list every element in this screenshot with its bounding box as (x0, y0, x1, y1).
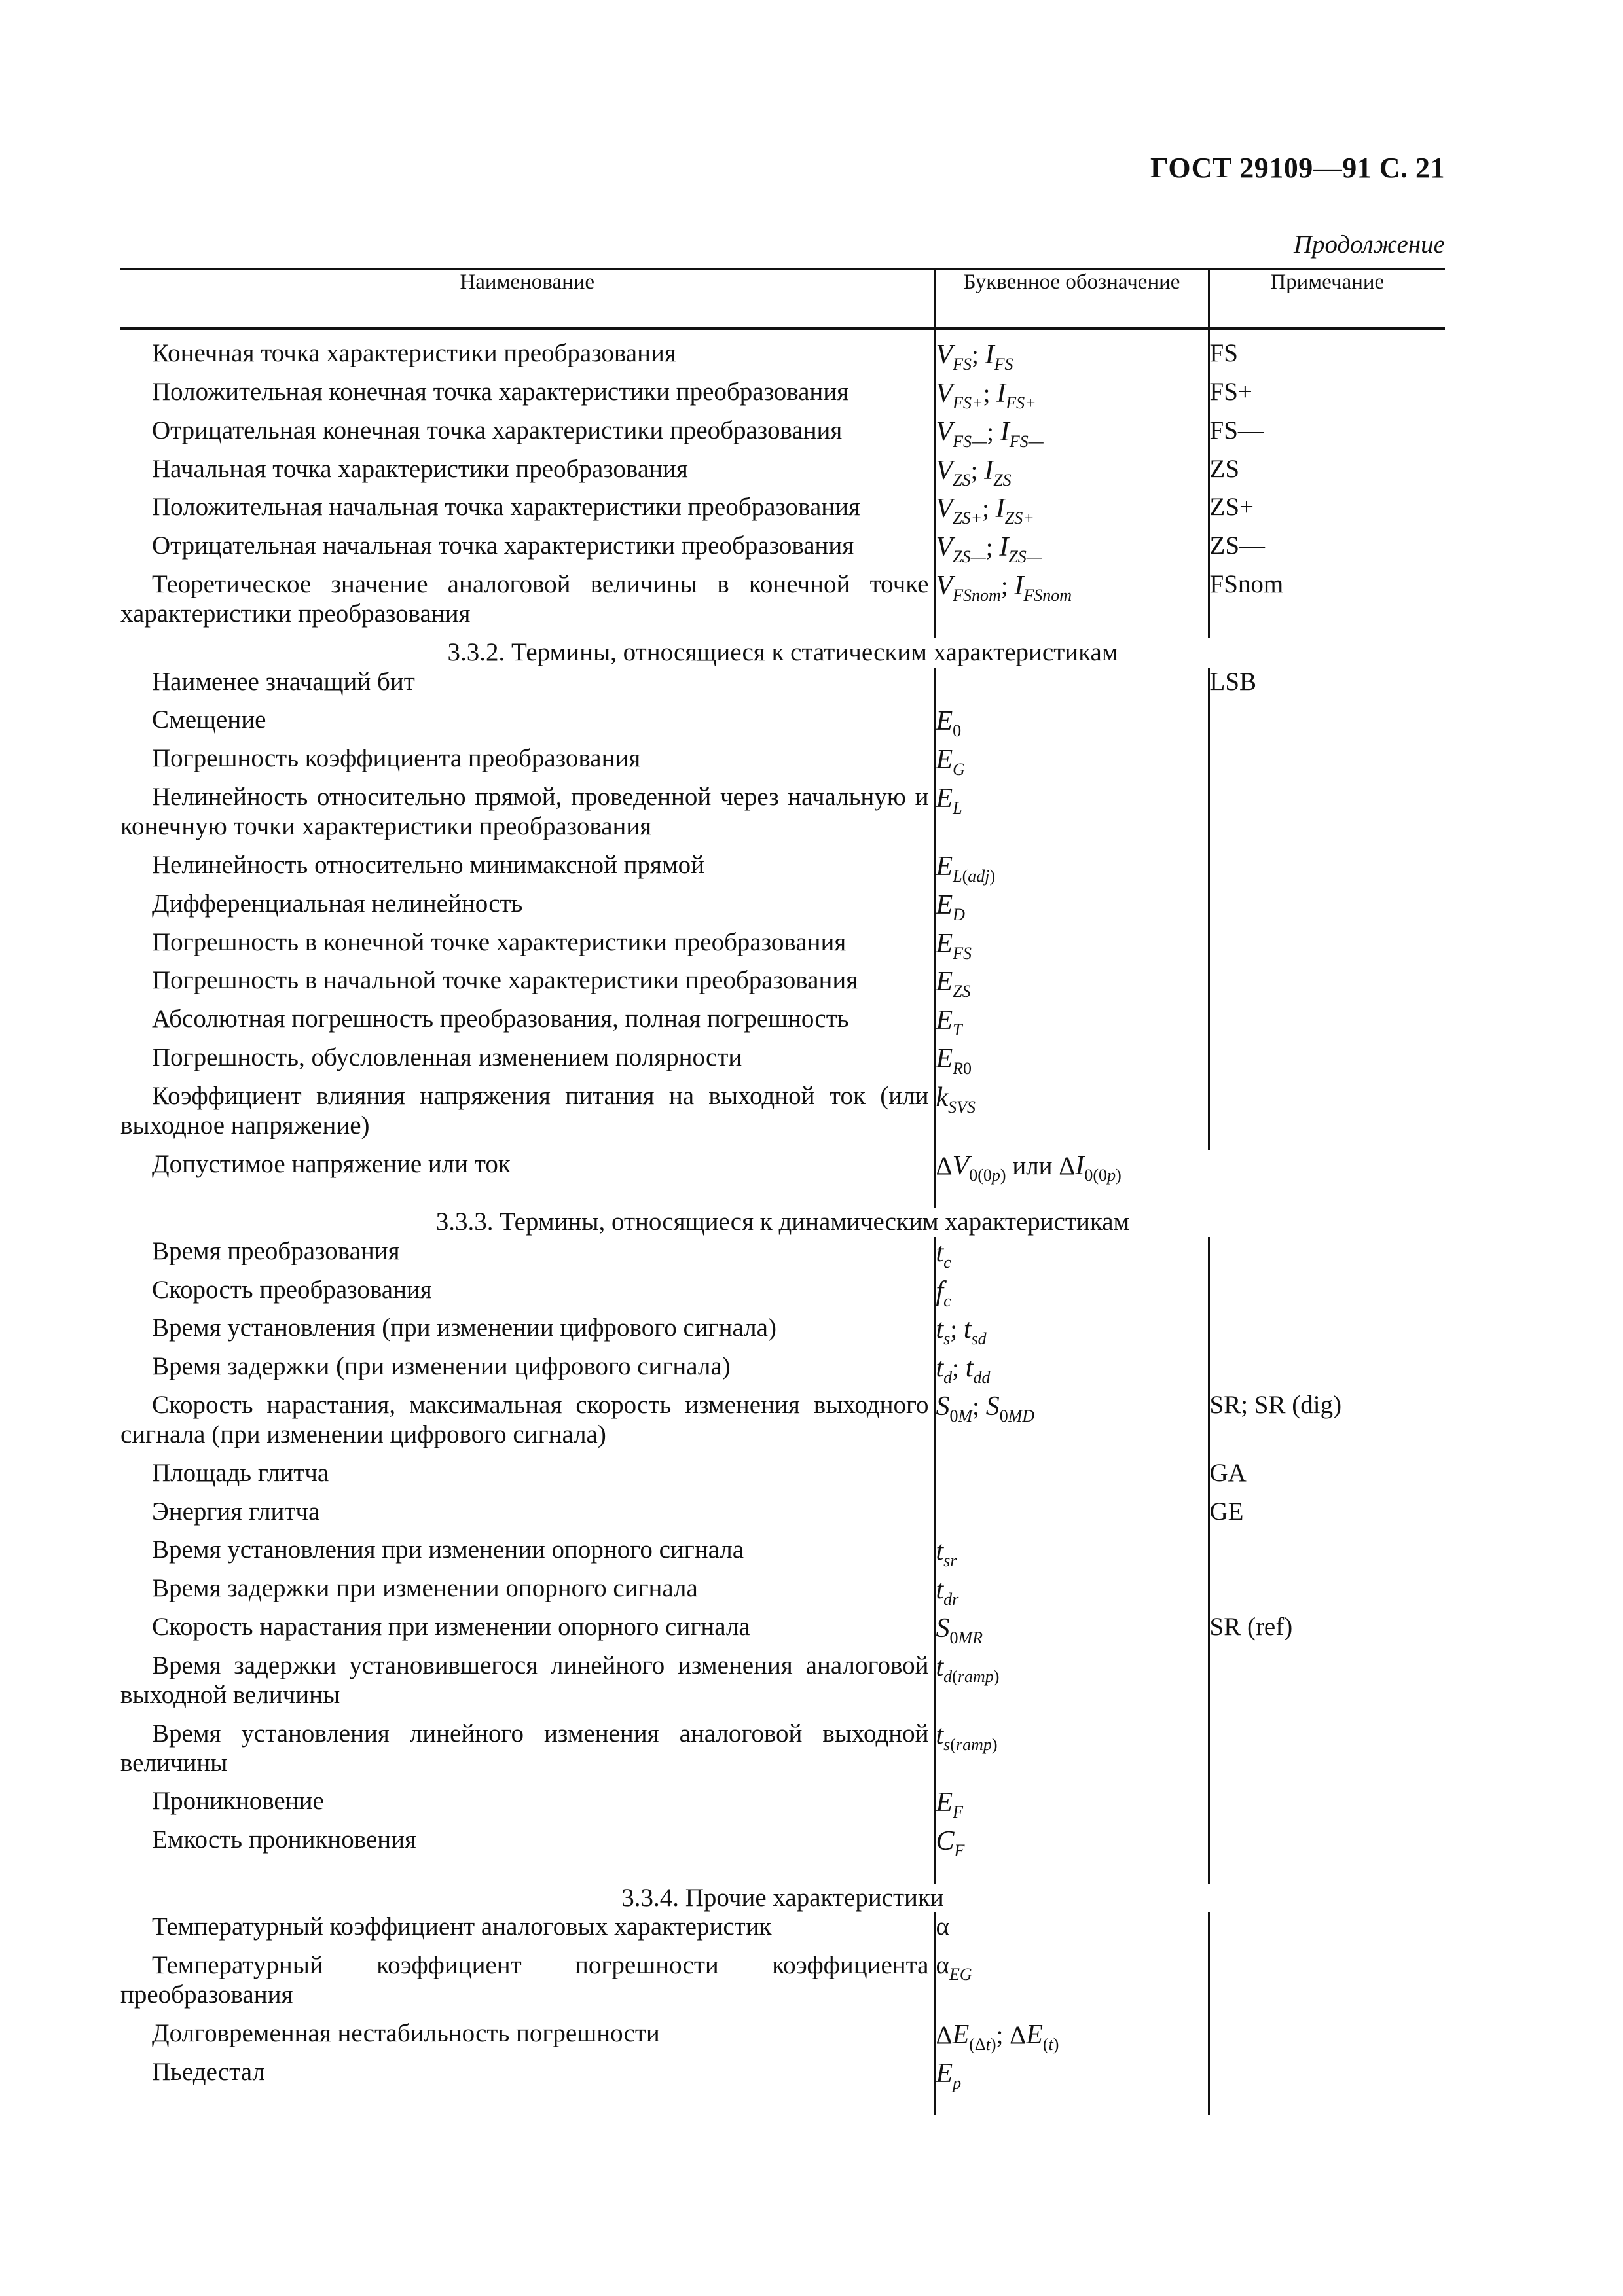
term-note: ZS+ (1209, 493, 1445, 531)
table-row (120, 1005, 1445, 1043)
table-row (120, 570, 1445, 638)
term-name (120, 1237, 935, 1276)
term-name (120, 928, 935, 967)
term-name-text: Погрешность коэффициента преобразования (152, 744, 641, 773)
term-symbol (935, 1498, 1209, 1536)
term-name (120, 1574, 935, 1613)
table-row (120, 1912, 1445, 1951)
table-row (120, 1314, 1445, 1352)
table-row (120, 1825, 1445, 1883)
term-symbol: $V_{ZS+}$; $I_{ZS+}$ (935, 493, 1209, 531)
term-name (120, 1535, 935, 1574)
terms-table (120, 268, 1445, 2115)
term-name (120, 1276, 935, 1314)
term-symbol: $V_{FS—}$; $I_{FS—}$ (935, 416, 1209, 455)
term-note (1209, 783, 1445, 851)
term-name-text: Время задержки установившегося линейного изменения аналоговой выходной величины (120, 1651, 929, 1709)
term-symbol: $E_G$ (935, 744, 1209, 783)
term-name-text: Время установления (при изменении цифрового сигнала) (152, 1314, 776, 1342)
table-row (120, 744, 1445, 783)
table-row (120, 1150, 1445, 1208)
term-symbol: $E_{ZS}$ (935, 966, 1209, 1005)
term-name-text: Конечная точка характеристики преобразования (152, 339, 676, 367)
term-symbol: $t_{s(ramp)}$ (935, 1719, 1209, 1787)
term-note (1209, 851, 1445, 889)
term-name (120, 1719, 935, 1787)
term-symbol: $E_D$ (935, 889, 1209, 928)
term-name-text: Время установления линейного изменения аналоговой выходной величины (120, 1719, 929, 1777)
term-note (1209, 1574, 1445, 1613)
term-symbol: $S_{0MR}$ (935, 1613, 1209, 1651)
term-note: GA (1209, 1459, 1445, 1498)
term-symbol: $f_c$ (935, 1276, 1209, 1314)
table-row (120, 1043, 1445, 1082)
term-note (1209, 1951, 1445, 2019)
term-name-text: Погрешность в начальной точке характеристики преобразования (152, 966, 858, 995)
term-symbol: $V_{FSnom}$; $I_{FSnom}$ (935, 570, 1209, 638)
term-name-text: Пьедестал (152, 2057, 265, 2086)
term-name (120, 1651, 935, 1719)
term-name-text: Температурный коэффициент аналоговых характеристик (152, 1912, 772, 1941)
term-name-text: Проникновение (152, 1787, 324, 1816)
term-note: FS+ (1209, 378, 1445, 416)
term-note (1209, 1314, 1445, 1352)
table-row (120, 1951, 1445, 2019)
term-name (120, 329, 935, 378)
term-symbol: $V_{ZS—}$; $I_{ZS—}$ (935, 531, 1209, 570)
term-name-text: Погрешность в конечной точке характеристики преобразования (152, 927, 847, 956)
term-name-text: Нелинейность относительно минимаксной прямой (152, 850, 705, 879)
table-row (120, 1276, 1445, 1314)
table-row (120, 1535, 1445, 1574)
term-note (1209, 1043, 1445, 1082)
term-name (120, 1352, 935, 1391)
term-name (120, 1150, 935, 1208)
table-row (120, 1352, 1445, 1391)
term-symbol: $E_{R0}$ (935, 1043, 1209, 1082)
term-note: SR (ref) (1209, 1613, 1445, 1651)
section-heading-row (120, 638, 1445, 668)
table-row (120, 1574, 1445, 1613)
term-symbol: $t_{d(ramp)}$ (935, 1651, 1209, 1719)
table-row (120, 1459, 1445, 1498)
term-symbol: $V_{FS}$; $I_{FS}$ (935, 329, 1209, 378)
table-row (120, 1613, 1445, 1651)
table-row (120, 455, 1445, 493)
table-row (120, 928, 1445, 967)
table-row (120, 1082, 1445, 1150)
term-name-text: Скорость нарастания при изменении опорного сигнала (152, 1613, 750, 1641)
table-row (120, 668, 1445, 706)
term-name (120, 1082, 935, 1150)
continuation-label: Продолжение (1293, 230, 1445, 259)
term-name (120, 2019, 935, 2058)
term-name (120, 493, 935, 531)
term-name (120, 1314, 935, 1352)
term-name-text: Абсолютная погрешность преобразования, полная погрешность (152, 1005, 849, 1033)
term-note: LSB (1209, 668, 1445, 706)
table-row (120, 416, 1445, 455)
term-note: ZS— (1209, 531, 1445, 570)
term-symbol: $k_{SVS}$ (935, 1082, 1209, 1150)
term-note: FSnom (1209, 570, 1445, 638)
term-symbol: α (935, 1912, 1209, 1951)
term-note (1209, 2058, 1445, 2115)
table-row (120, 1498, 1445, 1536)
table-row (120, 2019, 1445, 2058)
term-name-text: Наименее значащий бит (152, 667, 415, 696)
term-name-text: Начальная точка характеристики преобразования (152, 454, 688, 483)
term-symbol: $t_{sr}$ (935, 1535, 1209, 1574)
term-name (120, 1043, 935, 1082)
term-note: FS (1209, 329, 1445, 378)
term-name-text: Отрицательная конечная точка характеристики преобразования (152, 416, 843, 444)
term-note (1209, 1651, 1445, 1719)
term-symbol: $\Delta E_{(\Delta t)}$; $\Delta E_{(t)}$ (935, 2019, 1209, 2058)
term-note (1209, 1276, 1445, 1314)
term-symbol: $t_c$ (935, 1237, 1209, 1276)
term-symbol: $V_{ZS}$; $I_{ZS}$ (935, 455, 1209, 493)
table-row (120, 378, 1445, 416)
term-symbol: $C_F$ (935, 1825, 1209, 1883)
term-name (120, 1912, 935, 1951)
table-row (120, 329, 1445, 378)
term-symbol: $E_{L(adj)}$ (935, 851, 1209, 889)
term-symbol: $S_{0M}$; $S_{0MD}$ (935, 1391, 1209, 1459)
table-row (120, 889, 1445, 928)
term-note: SR; SR (dig) (1209, 1391, 1445, 1459)
table-row (120, 706, 1445, 744)
term-name (120, 455, 935, 493)
term-note (1209, 1719, 1445, 1787)
term-name-text: Площадь глитча (152, 1458, 329, 1487)
term-name (120, 1498, 935, 1536)
term-note (1209, 2019, 1445, 2058)
term-name (120, 1613, 935, 1651)
term-name (120, 668, 935, 706)
term-name-text: Скорость нарастания, максимальная скорость изменения выходного сигнала (при изменении цифрового сигнала) (120, 1391, 929, 1448)
term-name-text: Погрешность, обусловленная изменением полярности (152, 1043, 742, 1072)
term-name-text: Время задержки при изменении опорного сигнала (152, 1574, 698, 1603)
term-name-text: Емкость проникновения (152, 1825, 416, 1854)
term-name-text: Отрицательная начальная точка характеристики преобразования (152, 531, 854, 560)
term-note (1209, 1352, 1445, 1391)
term-name-text: Коэффициент влияния напряжения питания на выходной ток (или выходное напряжение) (120, 1081, 929, 1139)
term-note: ZS (1209, 455, 1445, 493)
term-symbol (935, 1459, 1209, 1498)
term-symbol: $E_p$ (935, 2058, 1209, 2115)
table-row (120, 1719, 1445, 1787)
term-symbol: $E_{FS}$ (935, 928, 1209, 967)
term-name-text: Температурный коэффициент погрешности коэффициента преобразования (120, 1951, 929, 2009)
term-symbol: $E_L$ (935, 783, 1209, 851)
term-name (120, 2058, 935, 2115)
term-name (120, 416, 935, 455)
table-row (120, 2058, 1445, 2115)
table-row (120, 531, 1445, 570)
term-symbol: $t_d$; $t_{dd}$ (935, 1352, 1209, 1391)
table-body (120, 329, 1445, 2116)
term-name (120, 889, 935, 928)
table-row (120, 966, 1445, 1005)
table-row (120, 1391, 1445, 1459)
table-row (120, 1237, 1445, 1276)
term-symbol: $E_F$ (935, 1787, 1209, 1825)
term-name (120, 1459, 935, 1498)
term-note (1209, 1082, 1445, 1150)
term-symbol: $t_{dr}$ (935, 1574, 1209, 1613)
term-name-text: Смещение (152, 706, 266, 734)
table-header-row (120, 270, 1445, 329)
term-name-text: Нелинейность относительно прямой, проведенной через начальную и конечную точки характеристики преобразования (120, 783, 929, 840)
term-symbol: $t_s$; $t_{sd}$ (935, 1314, 1209, 1352)
column-header-symbol: Буквенное обозначение (935, 270, 1209, 329)
term-name (120, 1391, 935, 1459)
term-note (1209, 1825, 1445, 1883)
term-note (1209, 1912, 1445, 1951)
column-header-note: Примечание (1209, 270, 1445, 329)
term-symbol: $\Delta V_{0(0p)}$ или $\Delta I_{0(0p)}$ (935, 1150, 1445, 1208)
table-row (120, 493, 1445, 531)
term-symbol (935, 668, 1209, 706)
term-name (120, 1951, 935, 2019)
term-name (120, 966, 935, 1005)
term-note (1209, 889, 1445, 928)
term-name-text: Время преобразования (152, 1236, 400, 1265)
term-note: GE (1209, 1498, 1445, 1536)
table-row (120, 783, 1445, 851)
table-row (120, 1787, 1445, 1825)
term-note (1209, 1237, 1445, 1276)
term-note: FS— (1209, 416, 1445, 455)
section-heading-row (120, 1884, 1445, 1913)
term-name-text: Допустимое напряжение или ток (152, 1149, 511, 1178)
term-note (1209, 706, 1445, 744)
term-name (120, 378, 935, 416)
term-note (1209, 966, 1445, 1005)
term-name (120, 851, 935, 889)
term-name-text: Дифференциальная нелинейность (152, 889, 523, 918)
term-note (1209, 1787, 1445, 1825)
column-header-name: Наименование (120, 270, 935, 329)
term-name-text: Время установления при изменении опорного сигнала (152, 1535, 744, 1564)
table-row (120, 851, 1445, 889)
term-note (1209, 744, 1445, 783)
term-name-text: Скорость преобразования (152, 1275, 432, 1304)
term-symbol: $E_T$ (935, 1005, 1209, 1043)
term-name (120, 531, 935, 570)
section-heading: 3.3.3. Термины, относящиеся к динамическим характеристикам (435, 1207, 1130, 1236)
section-heading: 3.3.2. Термины, относящиеся к статическим характеристикам (447, 637, 1118, 666)
term-name-text: Положительная начальная точка характеристики преобразования (152, 493, 860, 522)
term-name-text: Время задержки (при изменении цифрового сигнала) (152, 1352, 731, 1381)
term-symbol: $V_{FS+}$; $I_{FS+}$ (935, 378, 1209, 416)
term-name-text: Долговременная нестабильность погрешности (152, 2018, 660, 2047)
term-name (120, 1825, 935, 1883)
term-symbol: $\alpha_{EG}$ (935, 1951, 1209, 2019)
term-name (120, 744, 935, 783)
term-note (1209, 1535, 1445, 1574)
term-name (120, 783, 935, 851)
term-name-text: Теоретическое значение аналоговой величины в конечной точке характеристики преобразования (120, 570, 929, 628)
term-name (120, 1005, 935, 1043)
term-name (120, 1787, 935, 1825)
table-row (120, 1651, 1445, 1719)
term-name (120, 706, 935, 744)
term-note (1209, 928, 1445, 967)
term-name-text: Положительная конечная точка характеристики преобразования (152, 377, 849, 406)
term-note (1209, 1005, 1445, 1043)
term-symbol: $E_0$ (935, 706, 1209, 744)
term-name-text: Энергия глитча (152, 1497, 320, 1526)
section-heading: 3.3.4. Прочие характеристики (621, 1883, 944, 1912)
page-header-title: ГОСТ 29109—91 С. 21 (1150, 152, 1445, 184)
section-heading-row (120, 1208, 1445, 1237)
term-name (120, 570, 935, 638)
